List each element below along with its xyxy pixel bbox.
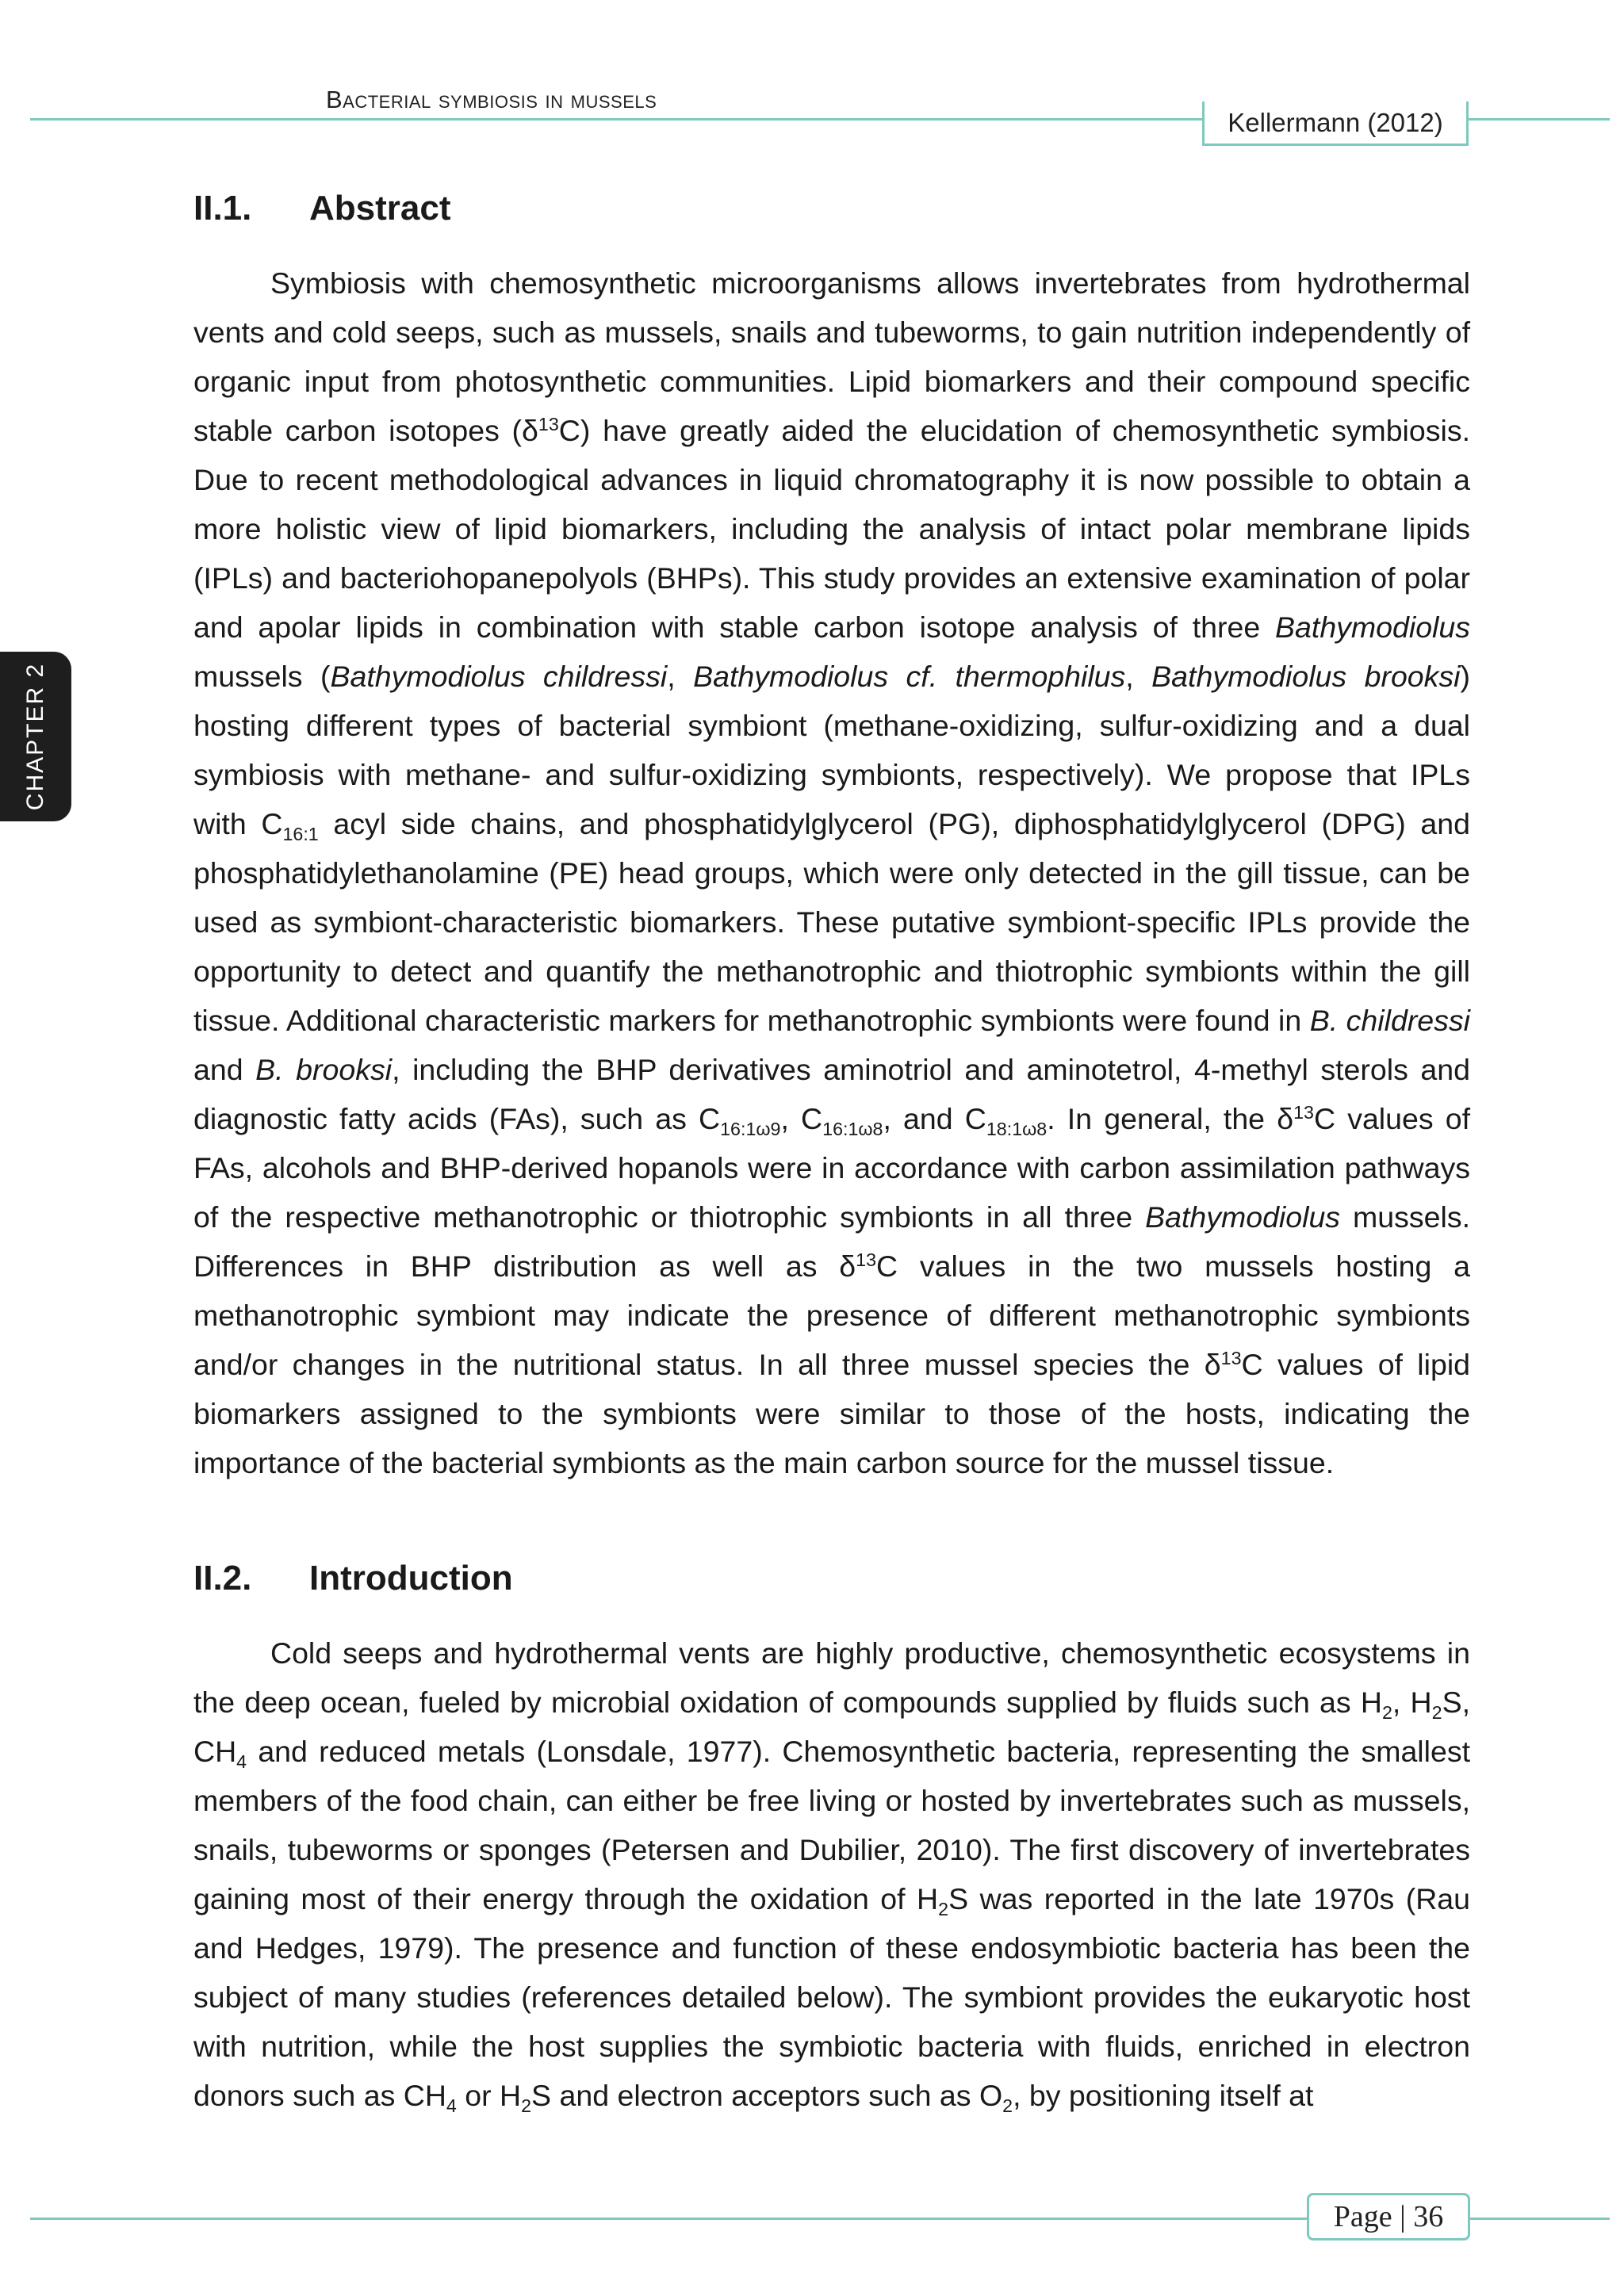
subscript: 2 xyxy=(1431,1702,1442,1724)
subscript: 18:1ω8 xyxy=(986,1119,1048,1140)
superscript: 13 xyxy=(538,414,559,435)
abstract-text-run: , C xyxy=(780,1102,823,1135)
subscript: 4 xyxy=(446,2095,457,2117)
intro-text-run: , H xyxy=(1392,1686,1432,1719)
abstract-text-run: ) hosting different types of bacterial symbiont (methane-oxidizing, sulfur-oxidizing and a dual symbiosis with methane- and sulfur-oxidizing symbionts, respectively). We propose that IPLs with C xyxy=(193,660,1470,840)
abstract-section-title: Abstract xyxy=(309,189,451,228)
running-title: Bacterial symbiosis in mussels xyxy=(326,86,657,113)
abstract-text-run: , xyxy=(1125,660,1152,693)
abstract-text-run: Symbiosis with chemosynthetic microorganisms allows invertebrates from hydrothermal vents and cold seeps, such as mussels, snails and tubeworms, to gain nutrition independently of organic input from photosynthetic communities. Lipid biomarkers and their compound specific stable carbon isotopes (δ xyxy=(193,266,1470,447)
introduction-section-number: II.2. xyxy=(193,1559,252,1598)
chapter-tab-label: CHAPTER 2 xyxy=(22,662,48,811)
superscript: 13 xyxy=(1293,1102,1314,1123)
abstract-text-run: mussels ( xyxy=(193,660,331,693)
abstract-text-run: mussels. Differences in BHP distribution as well as δ xyxy=(193,1200,1470,1283)
intro-text-run: S was reported in the late 1970s (Rau and Hedges, 1979). The presence and function of these endosymbiotic bacteria has been the subject of many studies (references detailed below). The symbiont provides the eukaryotic host with nutrition, while the host supplies the symbiotic bacteria with fluids, enriched in electron donors such as CH xyxy=(193,1882,1470,2112)
abstract-text-run: , including the BHP derivatives aminotriol and aminotetrol, 4-methyl sterols and diagnostic fatty acids (FAs), such as C xyxy=(193,1053,1470,1135)
intro-text-run: and reduced metals (Lonsdale, 1977). Chemosynthetic bacteria, representing the smallest members of the food chain, can either be free living or hosted by invertebrates such as mussels, snails, tubeworms or sponges (Petersen and Dubilier, 2010). The first discovery of invertebrates gaining most of their energy through the oxidation of H xyxy=(193,1735,1470,1915)
introduction-section-title: Introduction xyxy=(309,1559,513,1598)
intro-text-run: , by positioning itself at xyxy=(1013,2079,1314,2112)
page-number: Page | 36 xyxy=(1333,2200,1444,2233)
abstract-text-run: . In general, the δ xyxy=(1047,1102,1294,1135)
subscript: 16:1ω9 xyxy=(720,1119,781,1140)
intro-text-run: S and electron acceptors such as O xyxy=(531,2079,1003,2112)
author-year-box xyxy=(1202,101,1469,146)
italic-taxon: B. childressi xyxy=(1309,1004,1470,1037)
header-rule-left xyxy=(30,118,1204,121)
italic-taxon: B. brooksi xyxy=(255,1053,393,1086)
abstract-heading xyxy=(193,189,451,228)
abstract-text-run: , and C xyxy=(883,1102,986,1135)
subscript: 16:1 xyxy=(282,824,319,845)
italic-taxon: Bathymodiolus brooksi xyxy=(1151,660,1461,693)
abstract-text-run: acyl side chains, and phosphatidylglycerol (PG), diphosphatidylglycerol (DPG) and phosphatidylethanolamine (PE) head groups, which were only detected in the gill tissue, can be used as symbiont-characteristic biomarkers. These putative symbiont-specific IPLs provide the opportunity to detect and quantify the methanotrophic and thiotrophic symbionts within the gill tissue. Additional characteristic markers for methanotrophic symbionts were found in xyxy=(193,807,1471,1037)
abstract-text-run: C values of FAs, alcohols and BHP-derived hopanols were in accordance with carbon assimilation pathways of the respective methanotrophic or thiotrophic symbionts in all three xyxy=(193,1102,1471,1234)
intro-text-run: Cold seeps and hydrothermal vents are highly productive, chemosynthetic ecosystems in the deep ocean, fueled by microbial oxidation of compounds supplied by fluids such as H xyxy=(193,1636,1470,1719)
intro-text-run: or H xyxy=(456,2079,522,2112)
abstract-text-run: , xyxy=(667,660,694,693)
subscript: 2 xyxy=(938,1899,949,1920)
page-number-box xyxy=(1307,2193,1470,2241)
abstract-text-run: C) have greatly aided the elucidation of chemosynthetic symbiosis. Due to recent methodological advances in liquid chromatography it is now possible to obtain a more holistic view of lipid biomarkers, including the analysis of intact polar membrane lipids (IPLs) and bacteriohopanepolyols (BHPs). This study provides an extensive examination of polar and apolar lipids in combination with stable carbon isotope analysis of three xyxy=(193,414,1470,644)
italic-taxon: Bathymodiolus cf. thermophilus xyxy=(693,660,1126,693)
superscript: 13 xyxy=(856,1249,877,1271)
abstract-paragraph xyxy=(193,258,1470,1487)
subscript: 2 xyxy=(1381,1702,1392,1724)
superscript: 13 xyxy=(1220,1348,1242,1369)
subscript: 16:1ω8 xyxy=(822,1119,883,1140)
header-rule-right xyxy=(1469,118,1610,121)
abstract-text-run: C values of lipid biomarkers assigned to the symbionts were similar to those of the hosts, indicating the importance of the bacterial symbionts as the main carbon source for the mussel tissue. xyxy=(193,1348,1471,1479)
footer-rule-left xyxy=(30,2218,1308,2220)
subscript: 2 xyxy=(1002,2095,1013,2117)
intro-text-run: S, CH xyxy=(193,1686,1470,1768)
italic-taxon: Bathymodiolus xyxy=(1275,610,1470,644)
author-year: Kellermann (2012) xyxy=(1228,107,1443,137)
abstract-text-run: and xyxy=(193,1053,256,1086)
footer-rule-right xyxy=(1470,2218,1610,2220)
chapter-tab xyxy=(0,652,71,821)
subscript: 2 xyxy=(521,2095,532,2117)
abstract-section-number: II.1. xyxy=(193,189,252,228)
italic-taxon: Bathymodiolus childressi xyxy=(330,660,668,693)
abstract-text-run: C values in the two mussels hosting a methanotrophic symbiont may indicate the presence of different methanotrophic symbionts and/or changes in the nutritional status. In all three mussel species the δ xyxy=(193,1249,1470,1381)
introduction-heading xyxy=(193,1559,513,1598)
introduction-paragraph xyxy=(193,1628,1470,2120)
italic-taxon: Bathymodiolus xyxy=(1145,1200,1341,1234)
subscript: 4 xyxy=(236,1751,247,1773)
